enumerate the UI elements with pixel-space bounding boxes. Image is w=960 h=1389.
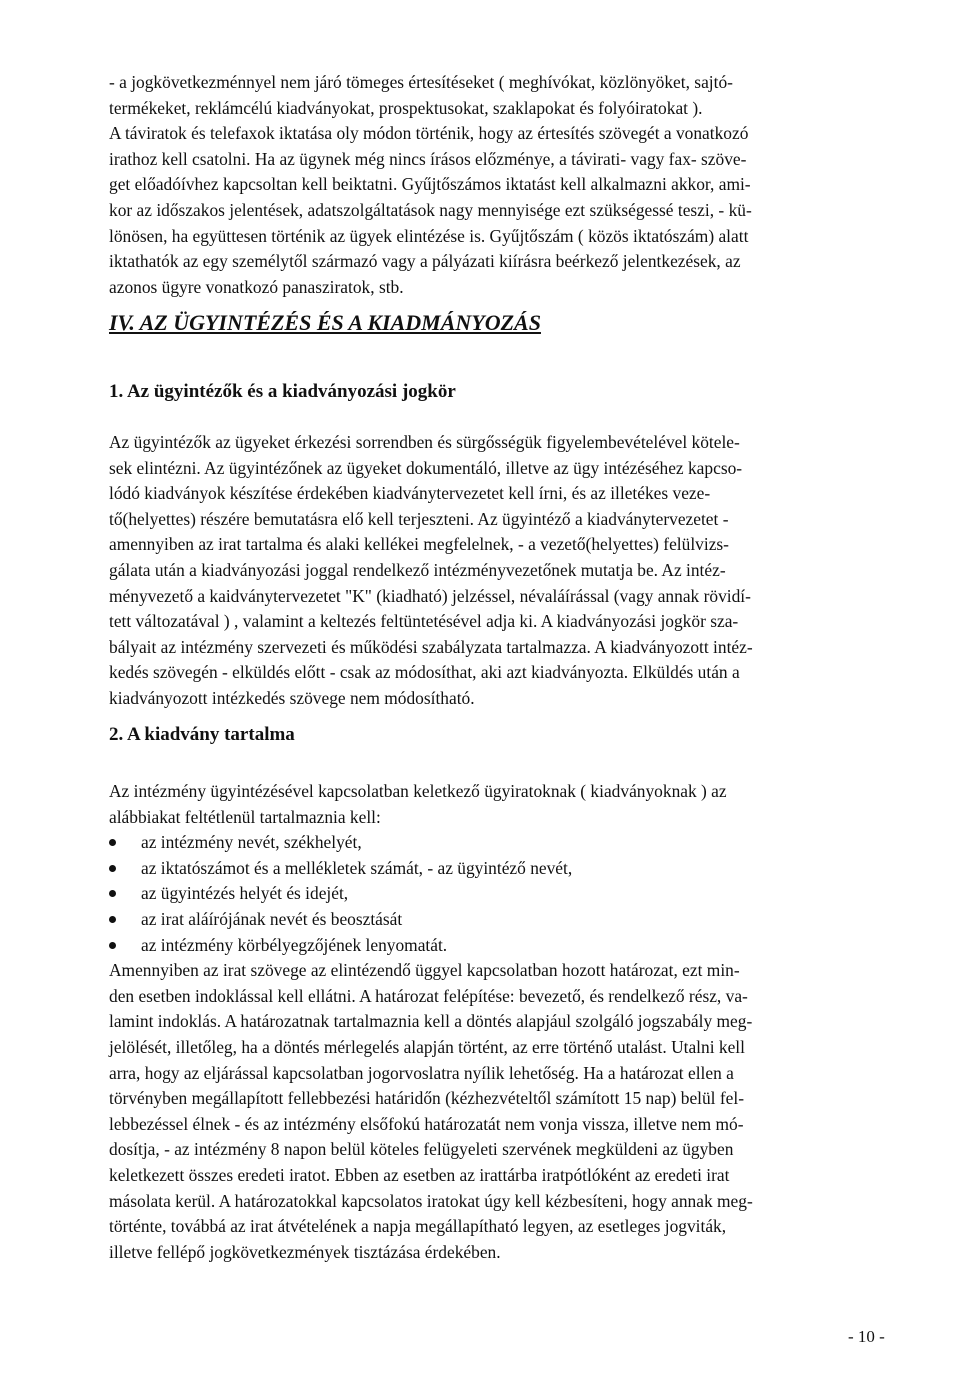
list-item-text: az iktatószámot és a mellékletek számát, - az ügyintéző nevét, [141,857,573,878]
bullet-icon [109,865,116,872]
text-line: gálata után a kiadványozási joggal rendelkező intézményvezetőnek mutatja be. Az intéz- [109,559,726,580]
list-item [109,907,889,933]
chapter-title: IV. AZ ÜGYINTÉZÉS ÉS A KIADMÁNYOZÁS [109,310,541,335]
text-line: get előadóívhez kapcsoltan kell beiktatni. Gyűjtőszámos iktatást kell alkalmazni akkor, ami- [109,174,751,195]
text-line: iktathatók az egy személytől származó vagy a pályázati kiírásra beérkező jelentkezések, az [109,251,741,272]
text-line: termékeket, reklámcélú kiadványokat, prospektusokat, szaklapokat és folyóiratokat ). [109,97,703,118]
list-item [109,830,889,856]
text-line: kiadványozott intézkedés szövege nem módosítható. [109,687,475,708]
list-item [109,933,889,959]
text-line: bályait az intézmény szervezeti és működési szabályzata tartalmazza. A kiadványozott intéz- [109,636,753,657]
list-item-text: az irat aláírójának nevét és beosztását [141,908,403,929]
text-line: - a jogkövetkezménnyel nem járó tömeges értesítéseket ( meghívókat, közlönyöket, sajtó- [109,72,733,92]
text-line: tő(helyettes) részére bemutatásra elő kell terjeszteni. Az ügyintéző a kiadványtervezetet - [109,508,729,529]
text-line: tett változatával ) , valamint a keltezés feltüntetésével adja ki. A kiadványozási jogkör sza- [109,611,739,632]
bullet-icon [109,890,116,897]
bullet-list [109,830,889,958]
text-line: sek elintézni. Az ügyintézőnek az ügyeket dokumentáló, illetve az ügy intézéséhez kapcso- [109,457,743,478]
text-line: lebbezéssel élnek - és az intézmény elsőfokú határozatát nem vonja vissza, illetve nem mó- [109,1113,744,1134]
text-line: A táviratok és telefaxok iktatása oly módon történik, hogy az értesítés szövegét a vonatkozó [109,123,749,144]
list-item-text: az intézmény nevét, székhelyét, [141,832,362,853]
text-line: törvényben megállapított fellebbezési határidőn (kézhezvételtől számított 15 nap) belül fel- [109,1088,744,1109]
text-line: alábbiakat feltétlenül tartalmaznia kell: [109,806,381,827]
text-line: arra, hogy az eljárással kapcsolatban jogorvoslatra nyílik lehetőség. Ha a határozat ellen a [109,1062,734,1083]
text-line: dosítja, - az intézmény 8 napon belül köteles felügyeleti szervének megküldeni az ügyben [109,1139,734,1160]
text-line: keletkezett összes eredeti iratot. Ebben az esetben az irattárba iratpótlóként az eredeti irat [109,1164,730,1185]
bullet-icon [109,916,116,923]
text-line: lamint indoklás. A határozatnak tartalmaznia kell a döntés alapjául szolgáló jogszabály meg- [109,1011,753,1032]
text-line: Az ügyintézők az ügyeket érkezési sorrendben és sürgősségük figyelembevételével kötele- [109,432,740,452]
text-line: jelölését, illetőleg, ha a döntés mérlegelés alapján történt, az erre történő utalást. Utalni kell [109,1036,745,1057]
bullet-icon [109,839,116,846]
list-item-text: az ügyintézés helyét és idejét, [141,883,349,904]
text-line: kor az időszakos jelentések, adatszolgáltatások nagy mennyisége ezt szükségessé teszi, - kü- [109,199,752,220]
text-line: ményvezető a kaidványtervezetet "K" (kiadható) jelzéssel, névaláírással (vagy annak rövidí- [109,585,751,606]
text-line: illetve fellépő jogkövetkezmények tisztázása érdekében. [109,1241,501,1262]
text-line: den esetben indoklással kell ellátni. A határozat felépítése: bevezető, és rendelkező rész, va- [109,985,748,1006]
list-item-text: az intézmény körbélyegzőjének lenyomatát. [141,934,448,955]
text-line: másolata kerül. A határozatokkal kapcsolatos iratokat úgy kell kézbesíteni, hogy annak meg- [109,1190,753,1211]
text-line: kedés szövegén - elküldés előtt - csak az módosíthat, aki azt kiadványozta. Elküldés után a [109,662,740,683]
text-line: lódó kiadványok készítése érdekében kiadványtervezetet kell írni, és az illetékes veze- [109,483,711,504]
text-line: azonos ügyre vonatkozó panasziratok, stb. [109,276,404,297]
text-line: lönösen, ha együttesen történik az ügyek elintézése is. Gyűjtőszám ( közös iktatószám) alatt [109,225,749,246]
list-item [109,881,889,907]
text-line: irathoz kell csatolni. Ha az ügynek még nincs írásos előzménye, a távirati- vagy fax- szöve- [109,148,747,169]
paragraph-section-2 [109,779,889,1265]
section-1-heading: 1. Az ügyintézők és a kiadványozási jogkör [109,381,456,402]
text-line: amennyiben az irat tartalma és alaki kellékei megfelelnek, - a vezető(helyettes) felülvizs- [109,534,729,555]
paragraph-intro [109,70,889,300]
section-2-heading: 2. A kiadvány tartalma [109,724,295,745]
page-number: - 10 - [848,1327,885,1346]
text-line: történte, továbbá az irat átvételének a napja megállapítható legyen, az esetleges jogviták, [109,1216,727,1237]
bullet-icon [109,942,116,949]
paragraph-section-1 [109,430,889,712]
text-line: Az intézmény ügyintézésével kapcsolatban keletkező ügyiratoknak ( kiadványoknak ) az [109,781,727,801]
list-item [109,856,889,882]
text-line: Amennyiben az irat szövege az elintézendő üggyel kapcsolatban hozott határozat, ezt min- [109,960,740,981]
